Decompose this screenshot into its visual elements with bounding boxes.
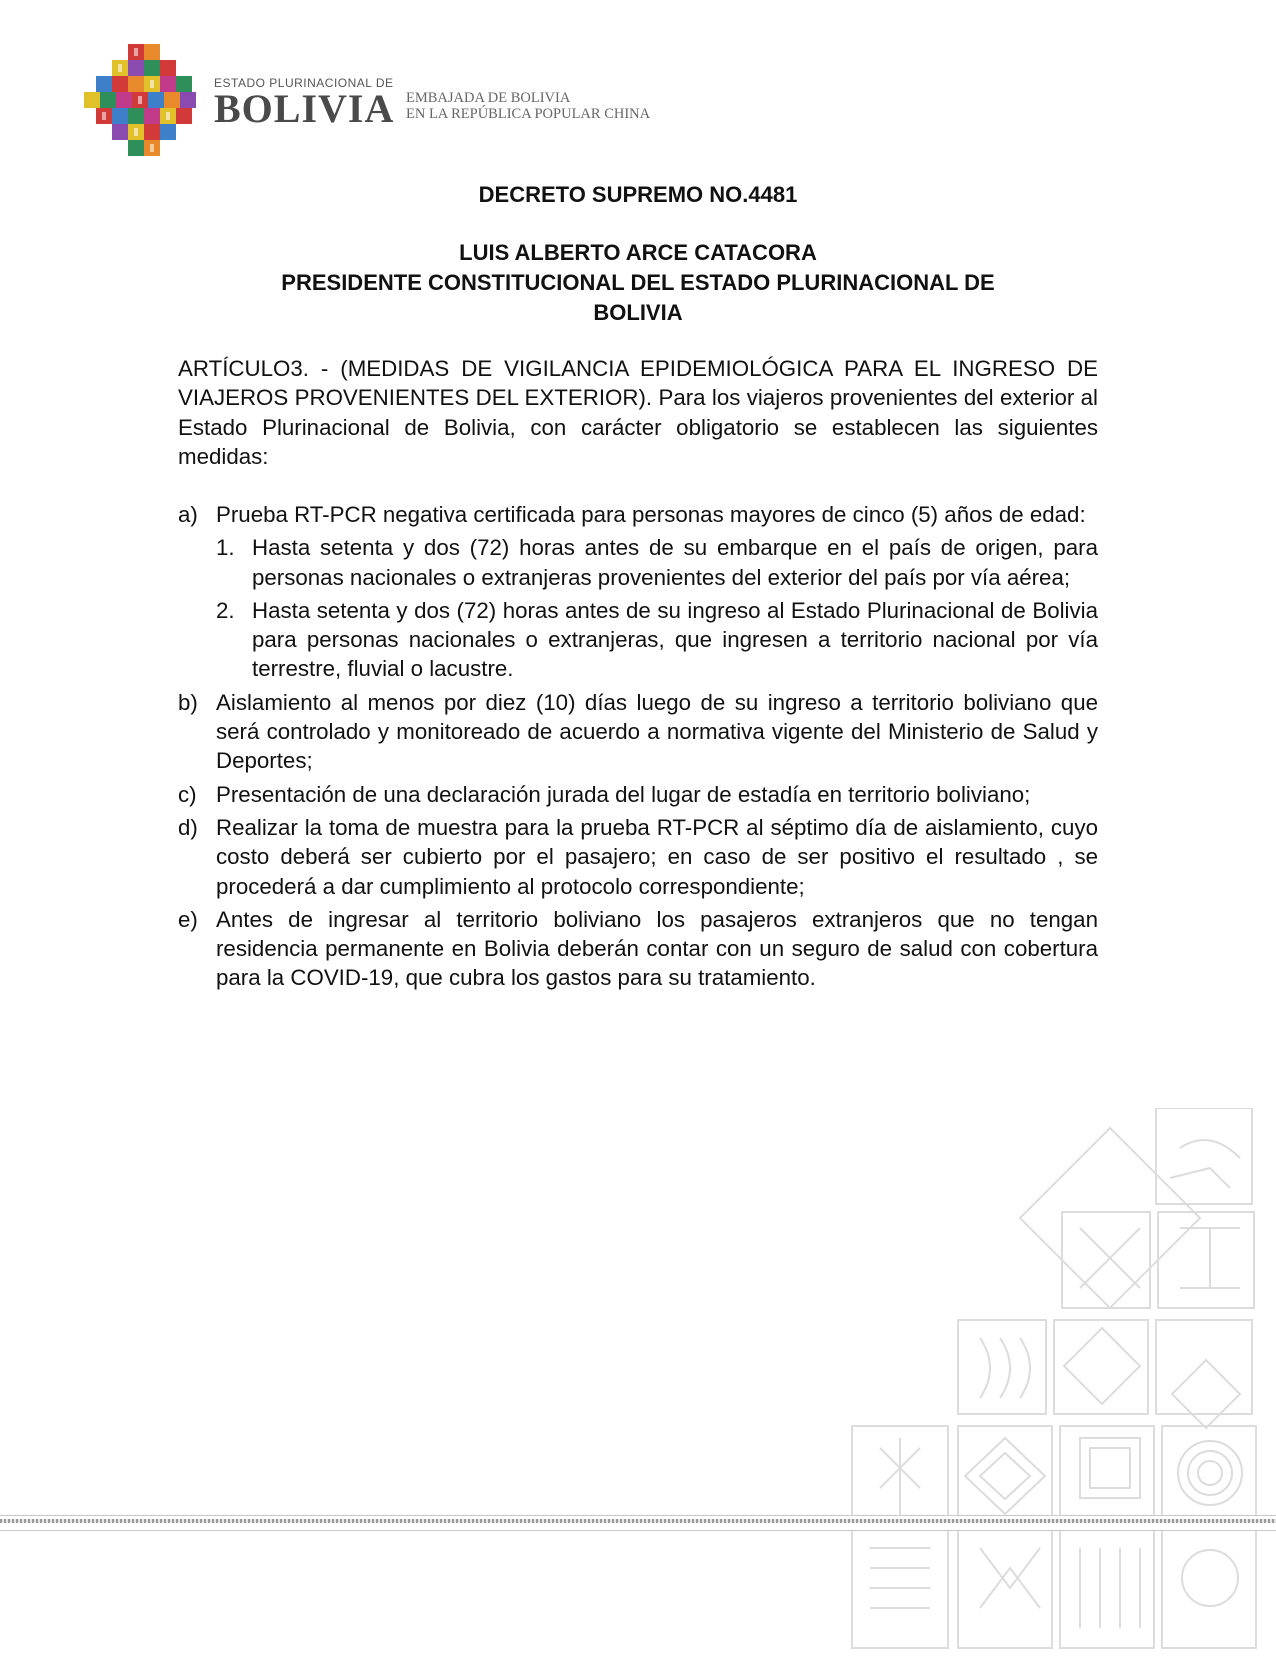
list-marker: e) [178, 906, 198, 932]
sub-item-marker: 1. [216, 535, 235, 561]
sub-item-text: Hasta setenta y dos (72) horas antes de su ingreso al Estado Plurinacional de Bolivia para personas nacionales o extranjeras, que ingresen a territorio nacional por vía terrestre, fluvial o lacustre. [252, 597, 1098, 682]
list-item-c [178, 780, 1098, 809]
president-name: LUIS ALBERTO ARCE CATACORA [459, 240, 817, 265]
list-item-text: Aislamiento al menos por diez (10) días luego de su ingreso a territorio boliviano que será controlado y monitoreado de acuerdo a normativa vigente del Ministerio de Salud y Deportes; [216, 689, 1098, 774]
president-title-line-1: PRESIDENTE CONSTITUCIONAL DEL ESTADO PLURINACIONAL DE [281, 270, 995, 295]
embassy-line-2: EN LA REPÚBLICA POPULAR CHINA [406, 106, 651, 122]
sub-item-2 [216, 596, 1098, 684]
list-item-b [178, 688, 1098, 776]
list-item-d [178, 813, 1098, 901]
andean-pattern-watermark [840, 1108, 1276, 1673]
sub-item-text: Hasta setenta y dos (72) horas antes de su embarque en el país de origen, para personas nacionales o extranjeras provenientes del exterior del país por vía aérea; [252, 535, 1098, 590]
measures-list [178, 500, 1098, 997]
list-marker: a) [178, 502, 198, 527]
government-wordmark [214, 76, 395, 131]
bolivia-emblem-logo [84, 44, 202, 158]
list-marker: b) [178, 689, 198, 715]
decree-title: DECRETO SUPREMO NO.4481 [478, 182, 798, 207]
embassy-line-1: EMBAJADA DE BOLIVIA [406, 90, 571, 106]
list-item-e [178, 905, 1098, 993]
footer-decorative-band [0, 1515, 1276, 1531]
article-intro: ARTÍCULO3. - (MEDIDAS DE VIGILANCIA EPIDEMIOLÓGICA PARA EL INGRESO DE VIAJEROS PROVENIENTES DEL EXTERIOR). Para los viajeros provenientes del exterior al Estado Plurinacional de Bolivia, con carácter obligatorio se establecen las siguientes medidas: [178, 356, 1098, 469]
embassy-name [406, 90, 650, 122]
list-item-text: Presentación de una declaración jurada del lugar de estadía en territorio boliviano; [216, 781, 1031, 807]
president-heading [178, 238, 1098, 328]
list-item-a [178, 500, 1098, 529]
sub-item-marker: 2. [216, 597, 235, 623]
list-item-text: Realizar la toma de muestra para la prueba RT-PCR al séptimo día de aislamiento, cuyo costo deberá ser cubierto por el pasajero; en caso de ser positivo el resultado , se procederá a dar cumplimiento al protocolo correspondiente; [216, 814, 1098, 899]
sub-item-1 [216, 533, 1098, 592]
letterhead [84, 44, 704, 164]
list-item-text: Antes de ingresar al territorio boliviano los pasajeros extranjeros que no tengan residencia permanente en Bolivia deberán contar con un seguro de salud con cobertura para la COVID-19, que cubra los gastos para su tratamiento. [216, 906, 1098, 991]
list-marker: c) [178, 781, 197, 807]
president-title-line-2: BOLIVIA [593, 300, 683, 325]
list-item-text: Prueba RT-PCR negativa certificada para personas mayores de cinco (5) años de edad: [216, 502, 1086, 527]
gov-wordmark-small: ESTADO PLURINACIONAL DE [214, 76, 394, 90]
gov-wordmark-big: BOLIVIA [214, 86, 395, 131]
list-marker: d) [178, 814, 198, 840]
